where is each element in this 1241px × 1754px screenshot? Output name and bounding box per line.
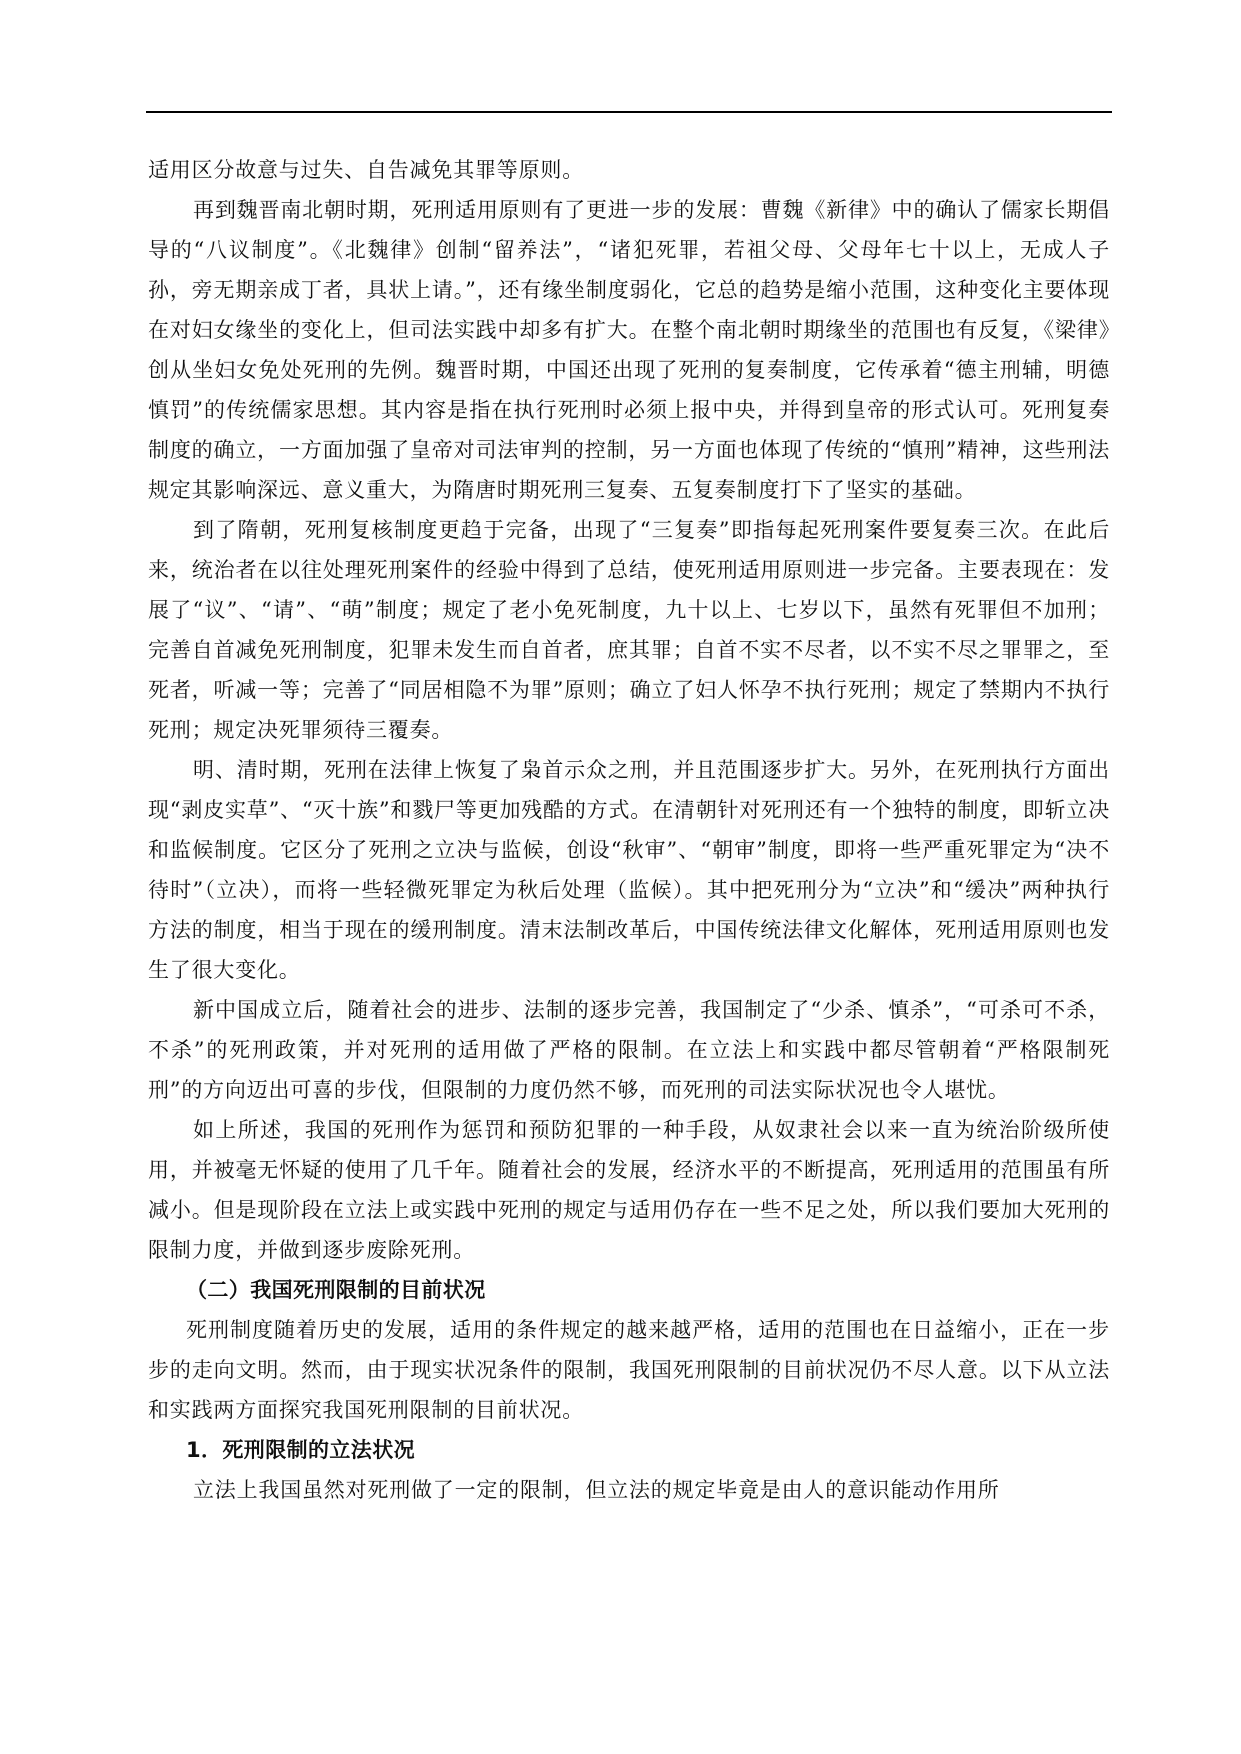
paragraph-summary: 如上所述，我国的死刑作为惩罚和预防犯罪的一种手段，从奴隶社会以来一直为统治阶级所使用，并被毫无怀疑的使用了几千年。随着社会的发展，经济水平的不断提高，死刑适用的范围虽有所减小。但是现阶段在立法上或实践中死刑的规定与适用仍存在一些不足之处，所以我们要加大死刑的限制力度，并做到逐步废除死刑。 [148,1118,1110,1262]
subsection-paragraph: 立法上我国虽然对死刑做了一定的限制，但立法的规定毕竟是由人的意识能动作用所 [193,1478,1000,1502]
section-heading: （二）我国死刑限制的目前状况 [186,1278,486,1302]
paragraph-new-china: 新中国成立后，随着社会的进步、法制的逐步完善，我国制定了“少杀、慎杀”，“可杀可不杀，不杀”的死刑政策，并对死刑的适用做了严格的限制。在立法上和实践中都尽管朝着“严格限制死刑”的方向迈出可喜的步伐，但限制的力度仍然不够，而死刑的司法实际状况也令人堪忧。 [148,998,1110,1102]
paragraph-continuation: 适用区分故意与过失、自告减免其罪等原则。 [148,158,584,182]
subsection-heading: 1．死刑限制的立法状况 [186,1438,416,1462]
paragraph-wei-jin: 再到魏晋南北朝时期，死刑适用原则有了更进一步的发展：曹魏《新律》中的确认了儒家长期倡导的“八议制度”。《北魏律》创制“留养法”，“诸犯死罪，若祖父母、父母年七十以上，无成人子孙，旁无期亲成丁者，具状上请。”，还有缘坐制度弱化，它总的趋势是缩小范围，这种变化主要体现在对妇女缘坐的变化上，但司法实践中却多有扩大。在整个南北朝时期缘坐的范围也有反复，《梁律》创从坐妇女免处死刑的先例。魏晋时期，中国还出现了死刑的复奏制度，它传承着“德主刑辅，明德慎罚”的传统儒家思想。其内容是指在执行死刑时必须上报中央，并得到皇帝的形式认可。死刑复奏制度的确立，一方面加强了皇帝对司法审判的控制，另一方面也体现了传统的“慎刑”精神，这些刑法规定其影响深远、意义重大，为隋唐时期死刑三复奏、五复奏制度打下了坚实的基础。 [148,198,1110,502]
section-paragraph: 死刑制度随着历史的发展，适用的条件规定的越来越严格，适用的范围也在日益缩小，正在一步步的走向文明。然而，由于现实状况条件的限制，我国死刑限制的目前状况仍不尽人意。以下从立法和实践两方面探究我国死刑限制的目前状况。 [148,1318,1110,1422]
document-body [148,150,1110,1510]
paragraph-ming-qing: 明、清时期，死刑在法律上恢复了枭首示众之刑，并且范围逐步扩大。另外，在死刑执行方面出现“剥皮实草”、“灭十族”和戮尸等更加残酷的方式。在清朝针对死刑还有一个独特的制度，即斩立决和监候制度。它区分了死刑之立决与监候，创设“秋审”、“朝审”制度，即将一些严重死罪定为“决不待时”（立决），而将一些轻微死罪定为秋后处理（监候）。其中把死刑分为“立决”和“缓决”两种执行方法的制度，相当于现在的缓刑制度。清末法制改革后，中国传统法律文化解体，死刑适用原则也发生了很大变化。 [148,758,1110,982]
header-rule [146,111,1112,113]
paragraph-sui: 到了隋朝，死刑复核制度更趋于完备，出现了“三复奏”即指每起死刑案件要复奏三次。在此后来，统治者在以往处理死刑案件的经验中得到了总结，使死刑适用原则进一步完备。主要表现在：发展了“议”、“请”、“萌”制度；规定了老小免死制度，九十以上、七岁以下，虽然有死罪但不加刑；完善自首减免死刑制度，犯罪未发生而自首者，庶其罪；自首不实不尽者，以不实不尽之罪罪之，至死者，听减一等；完善了“同居相隐不为罪”原则；确立了妇人怀孕不执行死刑；规定了禁期内不执行死刑；规定决死罪须待三覆奏。 [148,518,1110,742]
